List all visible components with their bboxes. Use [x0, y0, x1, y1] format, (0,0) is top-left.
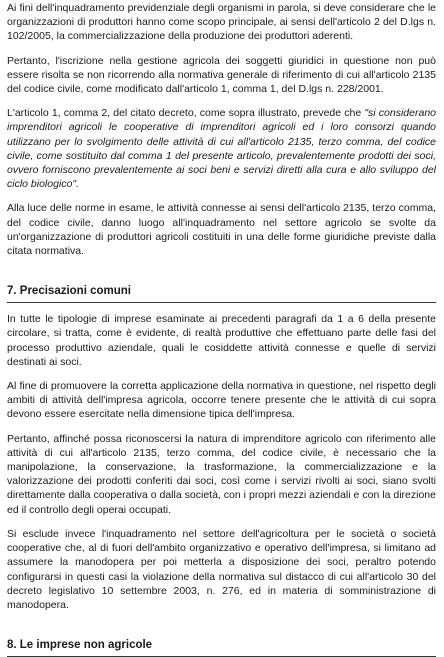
paragraph-attivita-connesse: Alla luce delle norme in esame, le attività connesse ai sensi dell'articolo 2135, terzo comma, del codice civile, danno luogo all'inquadramento nel settore agricolo se svolte da un'organizzazione di produttori agricoli costituiti in una delle forme giuridiche previste dalla citata normativa. — [7, 202, 436, 258]
section-7-paragraph-esclusione: Si esclude invece l'inquadramento nel settore dell'agricoltura per le società o società cooperative che, al di fuori dell'ambito organizzativo e operativo dell'impresa, si limitano ad assumere la manodopera per poi metterla a disposizione dei soci, peraltro potendo configurarsi in questi casi la violazione della normativa sul distacco di cui all'articolo 30 del decreto legislativo 10 settembre 2003, n. 276, ed in materia di somministrazione di manodopera. — [7, 527, 436, 611]
section-7-divider — [7, 302, 436, 303]
paragraph-op-commercializzazione: Ai fini dell'inquadramento previdenziale degli organismi in parola, si deve considerare che le organizzazioni di produttori hanno come scopo principale, ai sensi dell'articolo 2 del D.lgs n. 102/2005, la commercializzazione della produzione dei produttori aderenti. — [7, 2, 436, 43]
paragraph-iscrizione-gestione-agricola: Pertanto, l'iscrizione nella gestione agricola dei soggetti giuridici in questione non può essere risolta se non ricorrendo alla normativa generale di riferimento di cui all'articolo 2135 del codice civile, come modificato dall'articolo 1, comma 1, del D.lgs n. 228/2001. — [7, 54, 436, 96]
section-7-paragraph-natura-imprenditore: Pertanto, affinché possa riconoscersi la natura di imprenditore agricolo con riferimento alle attività di cui all'articolo 2135, terzo comma, del codice civile, è necessario che la manipolazione, la conservazione, la trasformazione, la commercializzazione e la valorizzazione dei prodotti conferiti dai soci, così come i servizi rivolti ai soci, siano svolti direttamente dalla cooperativa o dalla società, con i propri mezzi aziendali e con la direzione ed il controllo degli operai occupati. — [7, 432, 436, 516]
section-7-paragraph-ambiti: Al fine di promuovere la corretta applicazione della normativa in questione, nel rispetto degli ambiti di attività dell'impresa agricola, occorre tenere presente che le attività di cui sopra devono essere esercitate nella dimensione tipica dell'impresa. — [7, 380, 436, 421]
paragraph-intro-text: L'articolo 1, comma 2, del citato decreto, come sopra illustrato, prevede che — [7, 107, 365, 120]
section-7-heading: 7. Precisazioni comuni — [7, 285, 131, 298]
paragraph-articolo-1-comma-2 — [7, 106, 436, 191]
section-7-paragraph-tipologie: In tutte le tipologie di imprese esaminate ai precedenti paragrafi da 1 a 6 della presente circolare, si tratta, come è evidente, di realtà produttive che effettuano parte delle fasi del processo produttivo aziendale, quali le cosiddette attività connesse e quelle di servizi destinati ai soci. — [7, 313, 436, 368]
quoted-legal-text: "si considerano imprenditori agricoli le cooperative di imprenditori agricoli ed i loro consorzi quando utilizzano per lo svolgimento delle attività di cui all'articolo 2135, terzo comma, del codice civile, come sostituito dal comma 1 del presente articolo, prevalentemente prodotti dei soci, ovvero forniscono prevalentemente ai soci beni e servizi diretti alla cura e allo sviluppo del ciclo biologico". — [7, 107, 436, 191]
section-8-heading: 8. Le imprese non agricole — [7, 639, 153, 652]
